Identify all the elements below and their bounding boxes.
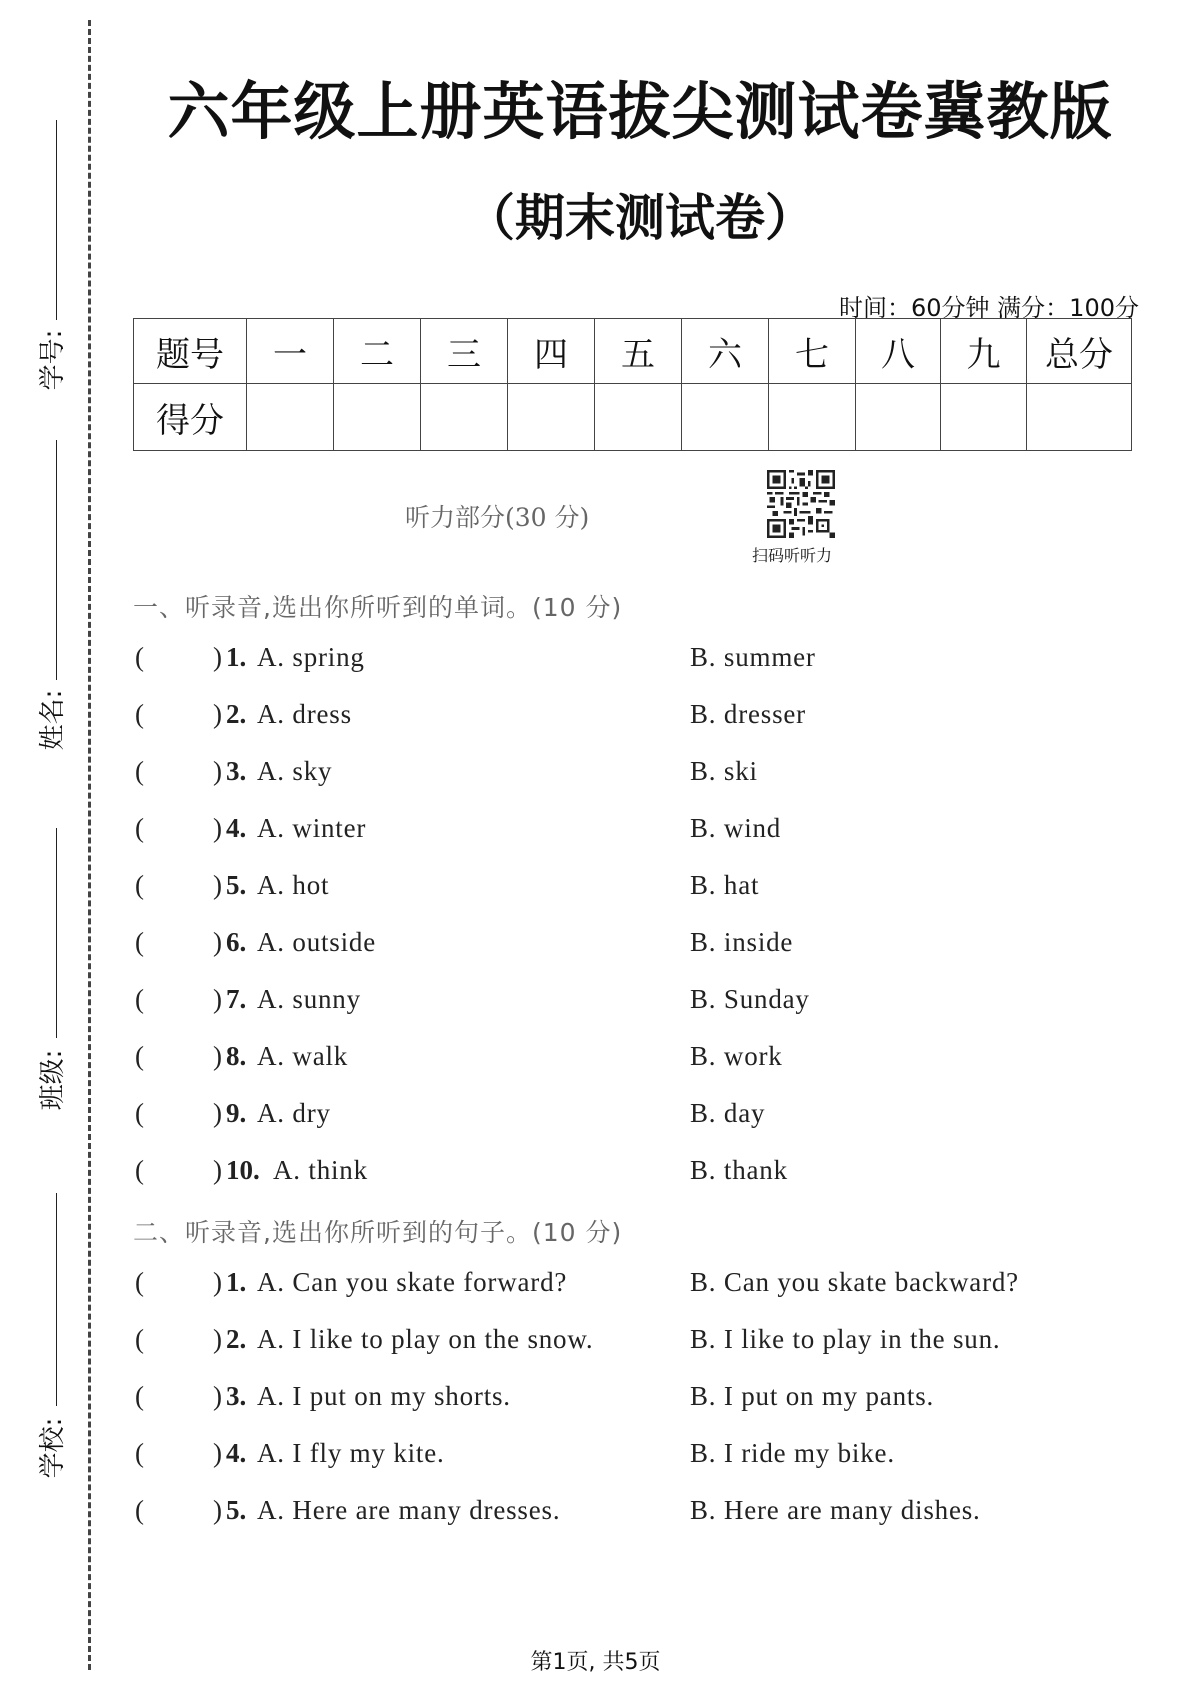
- section-1-heading: 一、听录音,选出你所听到的单词。(10 分): [133, 593, 623, 622]
- answer-paren-open: (: [135, 1495, 144, 1525]
- option-b: B. day: [690, 1098, 766, 1128]
- answer-paren-close: ): [213, 1381, 222, 1411]
- answer-paren-open: (: [135, 1324, 144, 1354]
- option-b: B. work: [690, 1041, 783, 1071]
- option-a: A. I put on my shorts.: [257, 1381, 511, 1411]
- time-and-score-info: 时间：60分钟 满分：100分: [839, 294, 1139, 322]
- score-cell[interactable]: [334, 384, 421, 451]
- score-row: [134, 384, 1132, 451]
- answer-paren-open: (: [135, 1098, 144, 1128]
- question-number: 1.: [226, 642, 247, 672]
- option-a: A. think: [273, 1155, 368, 1185]
- score-cell[interactable]: [682, 384, 769, 451]
- cut-line: [88, 20, 91, 1670]
- question-number: 7.: [226, 984, 247, 1014]
- section-2-heading: 二、听录音,选出你所听到的句子。(10 分): [133, 1218, 623, 1247]
- question-row: [133, 1155, 1133, 1195]
- row-label-score: 得分: [134, 384, 247, 451]
- option-a: A. winter: [257, 813, 367, 843]
- option-a: A. Can you skate forward?: [257, 1267, 568, 1297]
- answer-paren-close: ): [213, 1267, 222, 1297]
- question-number: 9.: [226, 1098, 247, 1128]
- answer-paren-close: ): [213, 642, 222, 672]
- answer-paren-close: ): [213, 1155, 222, 1185]
- question-row: [133, 1438, 1133, 1478]
- option-a: A. I like to play on the snow.: [257, 1324, 594, 1354]
- option-b: B. inside: [690, 927, 794, 957]
- question-row: [133, 984, 1133, 1024]
- option-a: A. spring: [257, 642, 365, 672]
- answer-paren-open: (: [135, 642, 144, 672]
- answer-paren-open: (: [135, 1155, 144, 1185]
- option-b: B. I ride my bike.: [690, 1438, 895, 1468]
- answer-paren-open: (: [135, 927, 144, 957]
- column-header: 三: [421, 319, 508, 384]
- option-b: B. I put on my pants.: [690, 1381, 935, 1411]
- answer-paren-close: ): [213, 1324, 222, 1354]
- question-number: 4.: [226, 1438, 247, 1468]
- answer-paren-open: (: [135, 699, 144, 729]
- question-row: [133, 1324, 1133, 1364]
- answer-paren-open: (: [135, 1381, 144, 1411]
- row-label-question-number: 题号: [134, 319, 247, 384]
- column-header: 九: [941, 319, 1027, 384]
- question-row: [133, 813, 1133, 853]
- question-number: 4.: [226, 813, 247, 843]
- option-b: B. I like to play in the sun.: [690, 1324, 1001, 1354]
- column-header: 八: [856, 319, 941, 384]
- question-row: [133, 756, 1133, 796]
- score-cell[interactable]: [595, 384, 682, 451]
- answer-paren-close: ): [213, 756, 222, 786]
- question-number: 2.: [226, 1324, 247, 1354]
- option-b: B. Sunday: [690, 984, 810, 1014]
- class-label: 班级:: [38, 1049, 68, 1111]
- school-field-line[interactable]: [56, 1193, 57, 1406]
- answer-paren-open: (: [135, 1438, 144, 1468]
- score-cell[interactable]: [941, 384, 1027, 451]
- score-cell[interactable]: [508, 384, 595, 451]
- question-row: [133, 927, 1133, 967]
- option-b: B. dresser: [690, 699, 806, 729]
- option-a: A. outside: [257, 927, 376, 957]
- option-b: B. Can you skate backward?: [690, 1267, 1019, 1297]
- score-cell-total[interactable]: [1027, 384, 1132, 451]
- question-number: 1.: [226, 1267, 247, 1297]
- answer-paren-close: ): [213, 984, 222, 1014]
- option-a: A. sunny: [257, 984, 361, 1014]
- answer-paren-close: ): [213, 699, 222, 729]
- answer-paren-open: (: [135, 984, 144, 1014]
- option-b: B. ski: [690, 756, 758, 786]
- score-table: [133, 318, 1132, 451]
- qr-caption: 扫码听听力: [752, 546, 833, 565]
- answer-paren-close: ): [213, 813, 222, 843]
- answer-paren-close: ): [213, 1438, 222, 1468]
- question-number: 10.: [226, 1155, 260, 1185]
- column-header: 七: [769, 319, 856, 384]
- answer-paren-open: (: [135, 813, 144, 843]
- qr-code-icon[interactable]: [763, 470, 839, 538]
- option-b: B. summer: [690, 642, 816, 672]
- score-cell[interactable]: [421, 384, 508, 451]
- question-row: [133, 1381, 1133, 1421]
- question-number: 8.: [226, 1041, 247, 1071]
- question-row: [133, 1495, 1133, 1535]
- option-b: B. wind: [690, 813, 782, 843]
- score-cell[interactable]: [247, 384, 334, 451]
- option-a: A. walk: [257, 1041, 349, 1071]
- column-header: 四: [508, 319, 595, 384]
- column-header: 一: [247, 319, 334, 384]
- option-a: A. I fly my kite.: [257, 1438, 445, 1468]
- option-b: B. hat: [690, 870, 760, 900]
- question-row: [133, 642, 1133, 682]
- question-row: [133, 699, 1133, 739]
- score-cell[interactable]: [769, 384, 856, 451]
- answer-paren-open: (: [135, 756, 144, 786]
- score-cell[interactable]: [856, 384, 941, 451]
- name-label: 姓名:: [38, 689, 68, 751]
- column-header: 二: [334, 319, 421, 384]
- question-number: 3.: [226, 1381, 247, 1411]
- class-field-line[interactable]: [56, 828, 57, 1038]
- page-indicator: 第1页, 共5页: [530, 1650, 661, 1675]
- name-field-line[interactable]: [56, 440, 57, 680]
- question-row: [133, 870, 1133, 910]
- option-b: B. thank: [690, 1155, 788, 1185]
- answer-paren-close: ): [213, 927, 222, 957]
- exam-title: 六年级上册英语拔尖测试卷冀教版: [167, 75, 1113, 148]
- option-a: A. sky: [257, 756, 333, 786]
- question-number-row: [134, 319, 1132, 384]
- exam-subtitle: （期末测试卷）: [465, 189, 815, 247]
- listening-section-heading: 听力部分(30 分): [405, 503, 590, 532]
- question-number: 5.: [226, 870, 247, 900]
- answer-paren-close: ): [213, 870, 222, 900]
- answer-paren-close: ): [213, 1041, 222, 1071]
- answer-paren-close: ): [213, 1495, 222, 1525]
- column-header-total: 总分: [1027, 319, 1132, 384]
- question-number: 2.: [226, 699, 247, 729]
- question-row: [133, 1267, 1133, 1307]
- answer-paren-close: ): [213, 1098, 222, 1128]
- question-row: [133, 1098, 1133, 1138]
- option-a: A. dry: [257, 1098, 331, 1128]
- question-number: 3.: [226, 756, 247, 786]
- question-number: 5.: [226, 1495, 247, 1525]
- column-header: 六: [682, 319, 769, 384]
- question-number: 6.: [226, 927, 247, 957]
- question-row: [133, 1041, 1133, 1081]
- student-id-label: 学号:: [38, 329, 68, 391]
- option-a: A. hot: [257, 870, 330, 900]
- answer-paren-open: (: [135, 1267, 144, 1297]
- option-a: A. dress: [257, 699, 352, 729]
- column-header: 五: [595, 319, 682, 384]
- school-label: 学校:: [38, 1417, 68, 1479]
- answer-paren-open: (: [135, 1041, 144, 1071]
- option-a: A. Here are many dresses.: [257, 1495, 561, 1525]
- option-b: B. Here are many dishes.: [690, 1495, 981, 1525]
- answer-paren-open: (: [135, 870, 144, 900]
